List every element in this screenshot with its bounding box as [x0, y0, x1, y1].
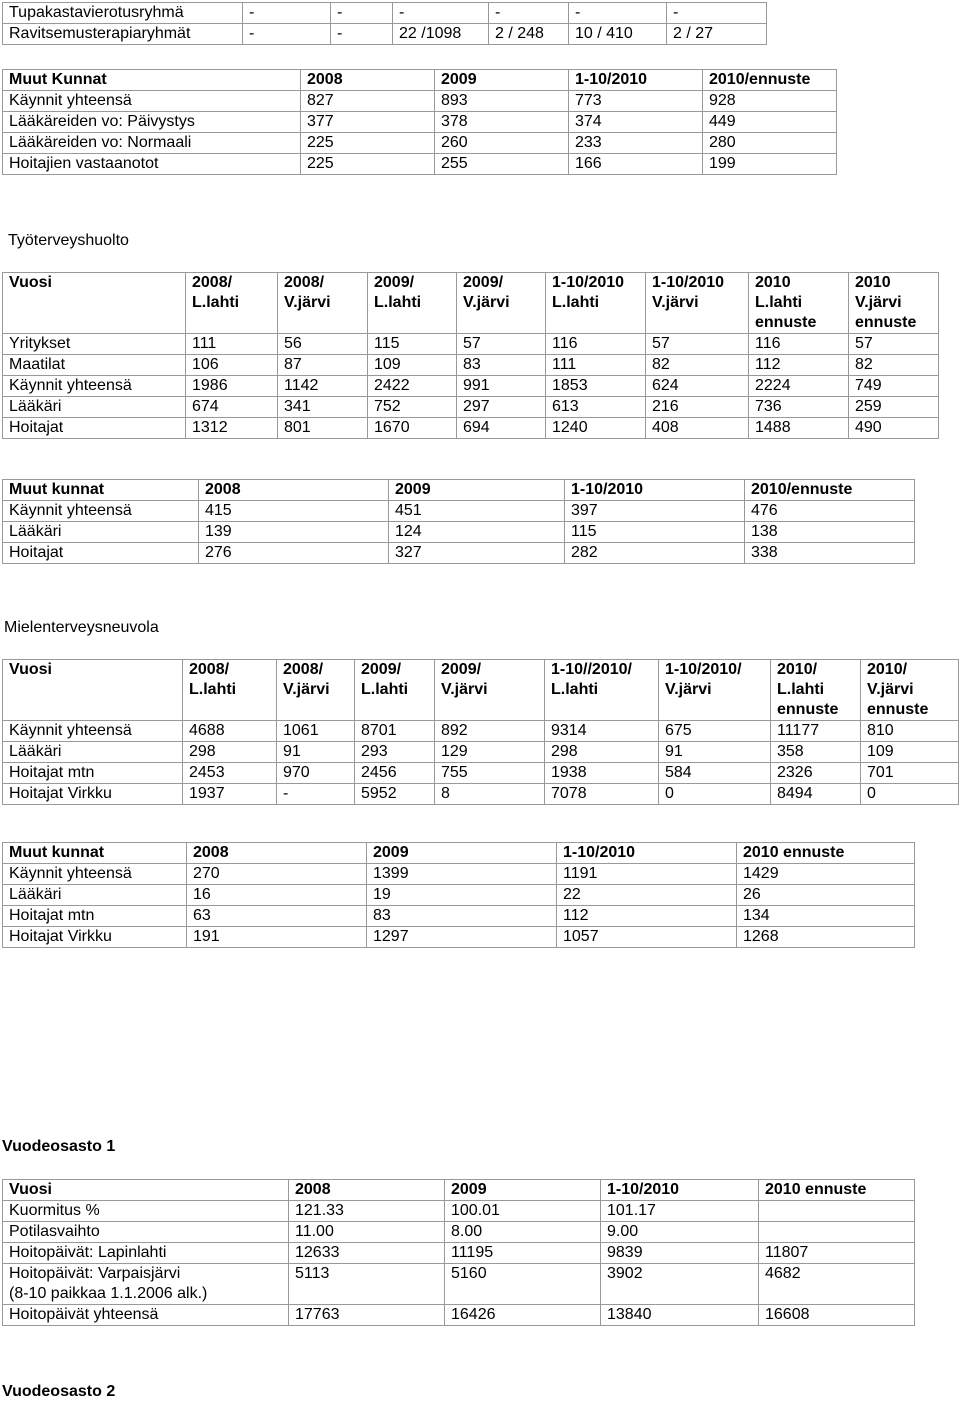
- table-cell: -: [331, 24, 393, 45]
- table-cell: 4682: [759, 1264, 915, 1305]
- table-header-row: [3, 273, 939, 334]
- table-cell: 613: [546, 397, 646, 418]
- table-cell: 91: [277, 742, 355, 763]
- table-cell: 8701: [355, 721, 435, 742]
- table-header-cell: 2008: [199, 480, 389, 501]
- table-row: [3, 1305, 915, 1326]
- table-cell: 773: [569, 91, 703, 112]
- table-row: [3, 1222, 915, 1243]
- table-cell: 1191: [557, 864, 737, 885]
- table-header-cell: 2008: [301, 70, 435, 91]
- row-label-cell: Käynnit yhteensä: [3, 501, 199, 522]
- table-cell: 8.00: [445, 1222, 601, 1243]
- table-cell: 2456: [355, 763, 435, 784]
- table-cell: 16608: [759, 1305, 915, 1326]
- table-cell: 276: [199, 543, 389, 564]
- table-cell: 13840: [601, 1305, 759, 1326]
- table-cell: 374: [569, 112, 703, 133]
- table-header-cell: 2008/ L.lahti: [183, 660, 277, 721]
- table-cell: 57: [457, 334, 546, 355]
- table-cell: [759, 1222, 915, 1243]
- table-row: [3, 133, 837, 154]
- table-header-cell: 2010/ V.järvi ennuste: [861, 660, 959, 721]
- table-row: [3, 355, 939, 376]
- table-cell: 11807: [759, 1243, 915, 1264]
- table-header-cell: 2010 ennuste: [737, 843, 915, 864]
- table-header-cell: 2008/ V.järvi: [277, 660, 355, 721]
- table-cell: 9.00: [601, 1222, 759, 1243]
- table-header-cell: Vuosi: [3, 660, 183, 721]
- table-header-cell: 2010/ L.lahti ennuste: [771, 660, 861, 721]
- table-row: [3, 864, 915, 885]
- table-cell: 1240: [546, 418, 646, 439]
- table-cell: 327: [389, 543, 565, 564]
- table-row: [3, 784, 959, 805]
- table-cell: -: [243, 24, 331, 45]
- table-cell: 121.33: [289, 1201, 445, 1222]
- table-cell: 358: [771, 742, 861, 763]
- row-label-cell: Hoitajat Virkku: [3, 927, 187, 948]
- table-cell: 970: [277, 763, 355, 784]
- table-cell: 16426: [445, 1305, 601, 1326]
- table-cell: 2224: [749, 376, 849, 397]
- table-cell: 584: [659, 763, 771, 784]
- table-cell: 1057: [557, 927, 737, 948]
- table-cell: 749: [849, 376, 939, 397]
- table-cell: 2422: [368, 376, 457, 397]
- table-cell: 63: [187, 906, 367, 927]
- row-label-cell: Hoitajat: [3, 418, 186, 439]
- table-header-cell: 1-10/2010: [557, 843, 737, 864]
- table-row: [3, 1243, 915, 1264]
- table-cell: 5113: [289, 1264, 445, 1305]
- vuodeosasto2-title: Vuodeosasto 2: [2, 1383, 116, 1400]
- table-cell: 124: [389, 522, 565, 543]
- table-row: [3, 501, 915, 522]
- row-label-cell: Lääkäreiden vo: Normaali: [3, 133, 301, 154]
- table-row: [3, 1264, 915, 1305]
- row-label-cell: Lääkäri: [3, 522, 199, 543]
- table-cell: 675: [659, 721, 771, 742]
- row-label-cell: Hoitopäivät: Lapinlahti: [3, 1243, 289, 1264]
- table-cell: [759, 1201, 915, 1222]
- table-cell: 397: [565, 501, 745, 522]
- table-cell: 260: [435, 133, 569, 154]
- table-cell: 293: [355, 742, 435, 763]
- table-cell: 755: [435, 763, 545, 784]
- table-row: [3, 543, 915, 564]
- table-header-cell: 2010 V.järvi ennuste: [849, 273, 939, 334]
- table-row: [3, 721, 959, 742]
- row-label-cell: Hoitopäivät: Varpaisjärvi (8-10 paikkaa 1.1.2006 alk.): [3, 1264, 289, 1305]
- top-table-block: [2, 2, 767, 45]
- table-cell: 112: [557, 906, 737, 927]
- table-cell: 109: [368, 355, 457, 376]
- table-row: [3, 3, 767, 24]
- table-cell: 282: [565, 543, 745, 564]
- table-cell: 19: [367, 885, 557, 906]
- row-label-cell: Käynnit yhteensä: [3, 91, 301, 112]
- table-cell: 476: [745, 501, 915, 522]
- table-cell: 83: [367, 906, 557, 927]
- muut-kunnat-3-table: [2, 842, 915, 948]
- table-cell: 752: [368, 397, 457, 418]
- table-cell: -: [243, 3, 331, 24]
- table-cell: 166: [569, 154, 703, 175]
- mielenterveysneuvola-block: [2, 659, 959, 805]
- row-label-cell: Lääkäri: [3, 742, 183, 763]
- table-cell: 57: [849, 334, 939, 355]
- table-cell: 270: [187, 864, 367, 885]
- table-cell: 8: [435, 784, 545, 805]
- muut-kunnat-2-block: [2, 479, 915, 564]
- table-header-row: [3, 1180, 915, 1201]
- tyoterveyshuolto-table: [2, 272, 939, 439]
- table-cell: 1938: [545, 763, 659, 784]
- table-cell: 991: [457, 376, 546, 397]
- table-cell: 415: [199, 501, 389, 522]
- row-label-cell: Käynnit yhteensä: [3, 721, 183, 742]
- table-cell: 56: [278, 334, 368, 355]
- table-cell: 111: [186, 334, 278, 355]
- mielenterveysneuvola-title: Mielenterveysneuvola: [4, 619, 159, 636]
- table-header-cell: 2009: [435, 70, 569, 91]
- table-row: [3, 154, 837, 175]
- table-row: [3, 522, 915, 543]
- table-cell: 490: [849, 418, 939, 439]
- table-row: [3, 763, 959, 784]
- table-cell: -: [667, 3, 767, 24]
- table-header-cell: 1-10/2010/ V.järvi: [659, 660, 771, 721]
- row-label-cell: Lääkäreiden vo: Päivystys: [3, 112, 301, 133]
- row-label-cell: Hoitajien vastaanotot: [3, 154, 301, 175]
- table-cell: 11195: [445, 1243, 601, 1264]
- table-cell: 225: [301, 133, 435, 154]
- table-cell: 827: [301, 91, 435, 112]
- table-cell: 1297: [367, 927, 557, 948]
- table-cell: 4688: [183, 721, 277, 742]
- table-cell: 259: [849, 397, 939, 418]
- table-cell: 1061: [277, 721, 355, 742]
- table-cell: 17763: [289, 1305, 445, 1326]
- table-header-cell: 2010 L.lahti ennuste: [749, 273, 849, 334]
- table-cell: 297: [457, 397, 546, 418]
- table-header-cell: 1-10/2010: [565, 480, 745, 501]
- table-cell: 10 / 410: [569, 24, 667, 45]
- table-header-cell: 2008: [289, 1180, 445, 1201]
- table-cell: 892: [435, 721, 545, 742]
- table-cell: -: [277, 784, 355, 805]
- table-header-cell: 2009: [367, 843, 557, 864]
- table-cell: 810: [861, 721, 959, 742]
- table-row: [3, 24, 767, 45]
- table-cell: 116: [749, 334, 849, 355]
- table-cell: 26: [737, 885, 915, 906]
- table-cell: 928: [703, 91, 837, 112]
- table-cell: 112: [749, 355, 849, 376]
- table-header-cell: 2009/ V.järvi: [457, 273, 546, 334]
- table-header-cell: 2008/ L.lahti: [186, 273, 278, 334]
- table-cell: 1937: [183, 784, 277, 805]
- table-cell: 2326: [771, 763, 861, 784]
- table-cell: 893: [435, 91, 569, 112]
- table-header-cell: 2009: [445, 1180, 601, 1201]
- row-label-cell: Hoitopäivät yhteensä: [3, 1305, 289, 1326]
- table-cell: 101.17: [601, 1201, 759, 1222]
- table-cell: 199: [703, 154, 837, 175]
- table-cell: 1268: [737, 927, 915, 948]
- row-label-cell: Hoitajat: [3, 543, 199, 564]
- table-header-cell: 2010/ennuste: [745, 480, 915, 501]
- table-header-cell: 2009/ L.lahti: [368, 273, 457, 334]
- table-cell: 100.01: [445, 1201, 601, 1222]
- table-cell: 22: [557, 885, 737, 906]
- table-cell: 280: [703, 133, 837, 154]
- mielenterveysneuvola-table: [2, 659, 959, 805]
- row-label-cell: Hoitajat mtn: [3, 906, 187, 927]
- table-cell: 298: [545, 742, 659, 763]
- table-cell: 22 /1098: [393, 24, 489, 45]
- table-cell: 111: [546, 355, 646, 376]
- table-cell: 624: [646, 376, 749, 397]
- table-header-cell: 2010/ennuste: [703, 70, 837, 91]
- table-cell: 736: [749, 397, 849, 418]
- table-cell: 1670: [368, 418, 457, 439]
- table-cell: 106: [186, 355, 278, 376]
- row-label-cell: Hoitajat mtn: [3, 763, 183, 784]
- table-cell: 138: [745, 522, 915, 543]
- table-header-cell: 1-10/2010: [569, 70, 703, 91]
- table-cell: 87: [278, 355, 368, 376]
- table-row: [3, 742, 959, 763]
- table-header-cell: 1-10//2010/ L.lahti: [545, 660, 659, 721]
- table-cell: 11177: [771, 721, 861, 742]
- table-cell: 1429: [737, 864, 915, 885]
- table-cell: 1986: [186, 376, 278, 397]
- table-row: [3, 91, 837, 112]
- table-cell: 91: [659, 742, 771, 763]
- table-cell: 701: [861, 763, 959, 784]
- vuodeosasto1-table: [2, 1179, 915, 1326]
- top-table: [2, 2, 767, 45]
- table-cell: 134: [737, 906, 915, 927]
- table-cell: 378: [435, 112, 569, 133]
- table-row: [3, 927, 915, 948]
- table-cell: 338: [745, 543, 915, 564]
- muut-kunnat-2-table: [2, 479, 915, 564]
- table-cell: 1312: [186, 418, 278, 439]
- row-label-cell: Lääkäri: [3, 397, 186, 418]
- tyoterveyshuolto-title: Työterveyshuolto: [8, 232, 129, 249]
- muut-kunnat-1-block: [2, 69, 837, 175]
- row-label-cell: Potilasvaihto: [3, 1222, 289, 1243]
- table-cell: 674: [186, 397, 278, 418]
- table-cell: -: [331, 3, 393, 24]
- table-cell: 57: [646, 334, 749, 355]
- table-cell: 408: [646, 418, 749, 439]
- table-row: [3, 376, 939, 397]
- tyoterveyshuolto-block: [2, 272, 939, 439]
- table-header-cell: 2009/ V.järvi: [435, 660, 545, 721]
- table-header-row: [3, 480, 915, 501]
- table-header-cell: 1-10/2010: [601, 1180, 759, 1201]
- table-cell: 115: [368, 334, 457, 355]
- table-cell: 1488: [749, 418, 849, 439]
- table-cell: 377: [301, 112, 435, 133]
- table-cell: 129: [435, 742, 545, 763]
- table-header-cell: 2009: [389, 480, 565, 501]
- table-cell: 2 / 27: [667, 24, 767, 45]
- table-cell: 5160: [445, 1264, 601, 1305]
- table-cell: 216: [646, 397, 749, 418]
- table-row: [3, 1201, 915, 1222]
- table-cell: 191: [187, 927, 367, 948]
- table-cell: 2 / 248: [489, 24, 569, 45]
- row-label-cell: Ravitsemusterapiaryhmät: [3, 24, 243, 45]
- vuodeosasto1-block: [2, 1179, 915, 1326]
- table-header-row: [3, 660, 959, 721]
- table-cell: 9314: [545, 721, 659, 742]
- table-cell: 0: [861, 784, 959, 805]
- table-cell: 12633: [289, 1243, 445, 1264]
- table-cell: 11.00: [289, 1222, 445, 1243]
- table-header-cell: 2010 ennuste: [759, 1180, 915, 1201]
- table-cell: 694: [457, 418, 546, 439]
- row-label-cell: Yritykset: [3, 334, 186, 355]
- table-cell: 116: [546, 334, 646, 355]
- row-label-cell: Käynnit yhteensä: [3, 864, 187, 885]
- row-label-cell: Lääkäri: [3, 885, 187, 906]
- table-header-row: [3, 70, 837, 91]
- table-header-cell: Vuosi: [3, 1180, 289, 1201]
- table-cell: 83: [457, 355, 546, 376]
- table-cell: 1399: [367, 864, 557, 885]
- table-header-cell: 1-10/2010 V.järvi: [646, 273, 749, 334]
- table-cell: 115: [565, 522, 745, 543]
- table-header-cell: Muut kunnat: [3, 843, 187, 864]
- table-header-cell: 2008: [187, 843, 367, 864]
- table-row: [3, 397, 939, 418]
- muut-kunnat-3-block: [2, 842, 915, 948]
- table-cell: 0: [659, 784, 771, 805]
- row-label-cell: Kuormitus %: [3, 1201, 289, 1222]
- table-cell: 449: [703, 112, 837, 133]
- table-cell: 2453: [183, 763, 277, 784]
- table-row: [3, 112, 837, 133]
- table-cell: 233: [569, 133, 703, 154]
- table-cell: 109: [861, 742, 959, 763]
- table-row: [3, 418, 939, 439]
- row-label-cell: Käynnit yhteensä: [3, 376, 186, 397]
- table-cell: 1142: [278, 376, 368, 397]
- row-label-cell: Maatilat: [3, 355, 186, 376]
- table-cell: -: [489, 3, 569, 24]
- table-header-cell: Muut Kunnat: [3, 70, 301, 91]
- table-cell: 7078: [545, 784, 659, 805]
- table-header-cell: Muut kunnat: [3, 480, 199, 501]
- table-cell: 82: [646, 355, 749, 376]
- table-cell: 225: [301, 154, 435, 175]
- table-row: [3, 906, 915, 927]
- table-header-cell: 1-10/2010 L.lahti: [546, 273, 646, 334]
- table-cell: 1853: [546, 376, 646, 397]
- table-cell: 801: [278, 418, 368, 439]
- row-label-cell: Hoitajat Virkku: [3, 784, 183, 805]
- table-cell: 139: [199, 522, 389, 543]
- table-header-cell: 2009/ L.lahti: [355, 660, 435, 721]
- table-cell: 5952: [355, 784, 435, 805]
- table-cell: 341: [278, 397, 368, 418]
- table-cell: 16: [187, 885, 367, 906]
- table-cell: -: [393, 3, 489, 24]
- table-row: [3, 885, 915, 906]
- table-cell: 255: [435, 154, 569, 175]
- table-cell: 451: [389, 501, 565, 522]
- table-cell: 82: [849, 355, 939, 376]
- table-cell: -: [569, 3, 667, 24]
- table-header-row: [3, 843, 915, 864]
- table-header-cell: 2008/ V.järvi: [278, 273, 368, 334]
- table-cell: 8494: [771, 784, 861, 805]
- table-cell: 298: [183, 742, 277, 763]
- muut-kunnat-1-table: [2, 69, 837, 175]
- table-row: [3, 334, 939, 355]
- table-header-cell: Vuosi: [3, 273, 186, 334]
- table-cell: 3902: [601, 1264, 759, 1305]
- vuodeosasto1-title: Vuodeosasto 1: [2, 1138, 116, 1155]
- row-label-cell: Tupakastavierotusryhmä: [3, 3, 243, 24]
- table-cell: 9839: [601, 1243, 759, 1264]
